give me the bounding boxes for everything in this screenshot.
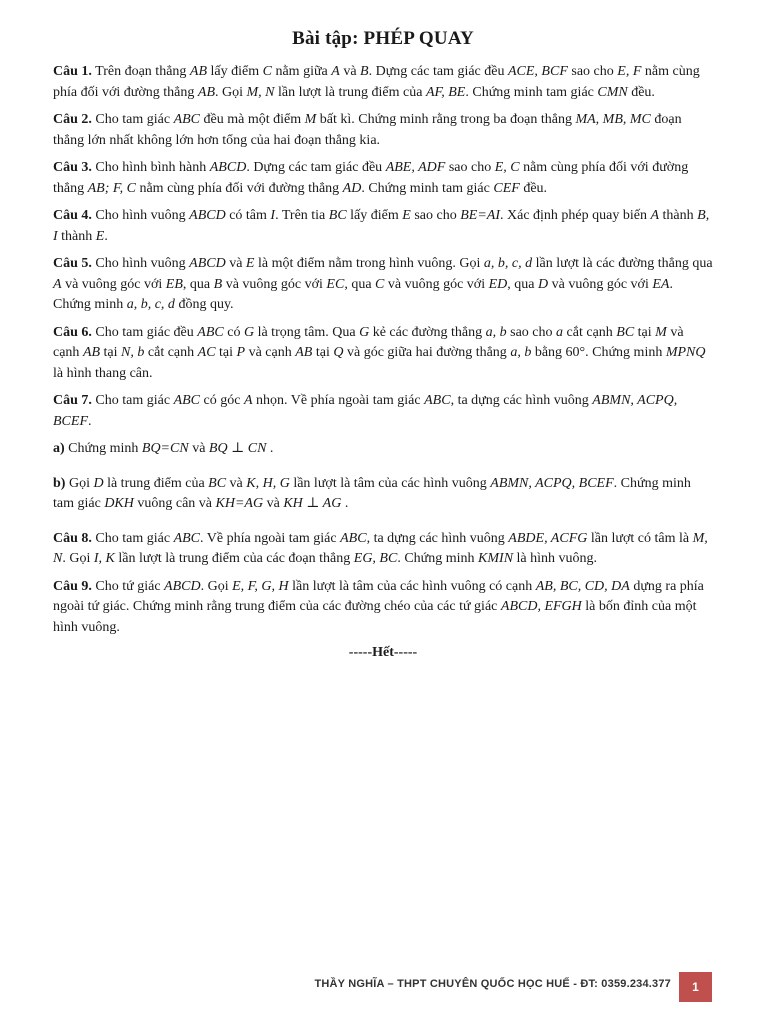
problem-item: Câu 5. Cho hình vuông ABCD và E là một điểm nằm trong hình vuông. Gọi a, b, c, d lần lượt là các đường thẳng qua A và vuông góc với EB, qua B và vuông góc với EC, qua C và vuông góc với ED, qua D và vuông góc với EA. Chứng minh a, b, c, d đồng quy. (53, 256, 713, 312)
problem-item: Câu 8. Cho tam giác ABC. Về phía ngoài tam giác ABC, ta dựng các hình vuông ABDE, ACFG lần lượt có tâm là M, N. Gọi I, K lần lượt là trung điểm của các đoạn thẳng EG, BC. Chứng minh KMIN là hình vuông. (53, 530, 708, 566)
math-term: DKH (104, 496, 134, 511)
math-term: N, b (121, 345, 145, 360)
math-term: K, H, G (246, 475, 290, 491)
page-number-badge: 1 (679, 972, 712, 1002)
problem-item-label: Câu 5. (53, 256, 92, 271)
math-term: BQ=CN (141, 441, 189, 456)
math-term: A (53, 276, 62, 292)
math-term: a, b, c, d (126, 297, 175, 312)
footer-author: THẦY NGHĨA – THPT CHUYÊN QUỐC HỌC HUẾ - ĐT: 0359.234.377 (314, 978, 671, 990)
math-term: ABCD, EFGH (500, 599, 582, 614)
math-term: ED (488, 276, 508, 292)
math-term: AB (82, 345, 101, 360)
math-term: M, N (246, 84, 275, 100)
problem-item-label: Câu 1. (53, 64, 92, 79)
math-term: ABC (197, 324, 224, 340)
problem-item-label: Câu 8. (53, 530, 92, 546)
math-term: CMN (597, 84, 628, 100)
math-term: P (236, 345, 246, 360)
math-term: E (245, 256, 255, 271)
math-term: E (95, 228, 105, 244)
math-term: MPNQ (665, 345, 706, 360)
math-term: ABCD (164, 578, 201, 594)
page-footer (0, 972, 768, 1002)
problem-list-continued (53, 529, 713, 639)
math-term: C (262, 64, 272, 79)
math-term: BC (328, 208, 347, 223)
math-term: BE=AI (460, 208, 500, 223)
problem-item: Câu 1. Trên đoạn thẳng AB lấy điểm C nằm giữa A và B. Dựng các tam giác đều ACE, BCF sao cho E, F nằm cùng phía đối với đường thẳng AB. Gọi M, N lần lượt là trung điểm của AF, BE. Chứng minh tam giác CMN đều. (53, 64, 700, 100)
math-term: KMIN (478, 551, 514, 566)
problem-item-label: Câu 6. (53, 324, 92, 340)
problem-item-label: Câu 2. (53, 112, 92, 127)
problem-item: Câu 9. Cho tứ giác ABCD. Gọi E, F, G, H lần lượt là tâm của các hình vuông có cạnh AB, BC, CD, DA dựng ra phía ngoài tứ giác. Chứng minh rằng trung điểm của các đường chéo của các tứ giác ABCD, EFGH là bốn đỉnh của một hình vuông. (53, 578, 704, 635)
math-term: ABC (340, 530, 367, 546)
math-term: BQ ⊥ CN (208, 441, 267, 456)
problem-item-label: Câu 3. (53, 160, 92, 175)
page-title: Bài tập: PHÉP QUAY (292, 28, 474, 49)
problem-7-subparts (53, 439, 713, 515)
math-term: EA (652, 276, 670, 292)
math-term: I, K (93, 551, 115, 566)
subpart-item-label: a) (53, 441, 65, 456)
math-term: E, C (494, 160, 520, 175)
problem-item: Câu 6. Cho tam giác đều ABC có G là trọng tâm. Qua G kẻ các đường thẳng a, b sao cho a cắt cạnh BC tại M và cạnh AB tại N, b cắt cạnh AC tại P và cạnh AB tại Q và góc giữa hai đường thẳng a, b bằng 60°. Chứng minh MPNQ là hình thang cân. (53, 324, 706, 381)
math-term: ACE, BCF (507, 64, 568, 79)
math-term: ABC (173, 112, 201, 127)
math-term: ABMN, ACPQ, BCEF (53, 393, 678, 429)
math-term: B, I (53, 208, 710, 244)
math-term: ABC (424, 393, 451, 408)
math-term: AB (295, 345, 313, 360)
math-term: EC (326, 276, 345, 292)
math-term: ABCD (189, 256, 226, 271)
math-term: ABCD (209, 160, 247, 175)
problem-item-label: Câu 9. (53, 578, 92, 594)
math-term: C (375, 276, 385, 292)
math-term: KH=AG (215, 496, 264, 511)
math-term: D (93, 475, 104, 491)
math-term: AB (189, 64, 208, 79)
math-term: EB (165, 276, 183, 292)
math-term: M (304, 112, 317, 127)
math-term: ABCD (189, 208, 226, 223)
math-term: a (556, 324, 564, 340)
math-term: ABC (173, 393, 201, 408)
math-term: AC (197, 345, 216, 360)
math-term: BC (616, 324, 635, 340)
math-term: E, F (617, 64, 642, 79)
math-term: CEF (493, 180, 520, 196)
end-mark: -----Hết----- (348, 645, 418, 660)
math-term: AB (197, 84, 215, 100)
math-term: AB, BC, CD, DA (535, 578, 630, 594)
math-term: B (360, 64, 369, 79)
math-term: ABDE, ACFG (508, 530, 588, 546)
math-term: E, F, G, H (232, 578, 289, 594)
problem-item: Câu 4. Cho hình vuông ABCD có tâm I. Trên tia BC lấy điểm E sao cho BE=AI. Xác định phép quay biến A thành B, I thành E. (53, 208, 710, 244)
math-term: D (538, 276, 549, 292)
math-term: A (243, 393, 253, 408)
math-term: AB; F, C (87, 180, 136, 196)
math-term: E (402, 208, 411, 223)
problem-item: Câu 3. Cho hình bình hành ABCD. Dựng các tam giác đều ABE, ADF sao cho E, C nằm cùng phía đối với đường thẳng AB; F, C nằm cùng phía đối với đường thẳng AD. Chứng minh tam giác CEF đều. (53, 160, 689, 196)
math-term: Q (333, 345, 344, 360)
math-term: KH ⊥ AG (283, 496, 342, 511)
math-term: BC (208, 475, 227, 491)
math-term: ABMN, ACPQ, BCEF (490, 475, 614, 491)
math-term: G (243, 324, 255, 340)
math-term: a, b (510, 345, 532, 360)
math-term: a, b, c, d (483, 256, 533, 271)
math-term: A (331, 64, 340, 79)
subpart-item: a) Chứng minh BQ=CN và BQ ⊥ CN . (53, 441, 274, 456)
subpart-item-label: b) (53, 475, 66, 491)
problem-list (53, 62, 713, 432)
math-term: MA, MB, MC (575, 112, 651, 127)
math-term: G (359, 324, 370, 340)
math-term: EG, BC (353, 551, 398, 566)
math-term: ABE, ADF (385, 160, 446, 175)
document-body (53, 24, 713, 661)
math-term: A (650, 208, 660, 223)
problem-item-label: Câu 7. (53, 393, 92, 408)
problem-item: Câu 2. Cho tam giác ABC đều mà một điểm M bất kì. Chứng minh rằng trong ba đoạn thẳng MA, MB, MC đoạn thẳng lớn nhất không lớn hơn tổng của hai đoạn thẳng kia. (53, 112, 682, 148)
math-term: I (270, 208, 276, 223)
math-term: ABC (173, 530, 201, 546)
math-term: M (655, 324, 667, 340)
subpart-item: b) Gọi D là trung điểm của BC và K, H, G lần lượt là tâm của các hình vuông ABMN, ACPQ, BCEF. Chứng minh tam giác DKH vuông cân và KH=AG và KH ⊥ AG . (53, 475, 691, 511)
problem-item-label: Câu 4. (53, 208, 92, 223)
math-term: M, N (53, 530, 708, 566)
problem-item: Câu 7. Cho tam giác ABC có góc A nhọn. Về phía ngoài tam giác ABC, ta dựng các hình vuông ABMN, ACPQ, BCEF. (53, 393, 678, 429)
math-term: a, b (485, 324, 507, 340)
math-term: AF, BE (425, 84, 466, 100)
math-term: B (213, 276, 223, 292)
math-term: AD (342, 180, 362, 196)
